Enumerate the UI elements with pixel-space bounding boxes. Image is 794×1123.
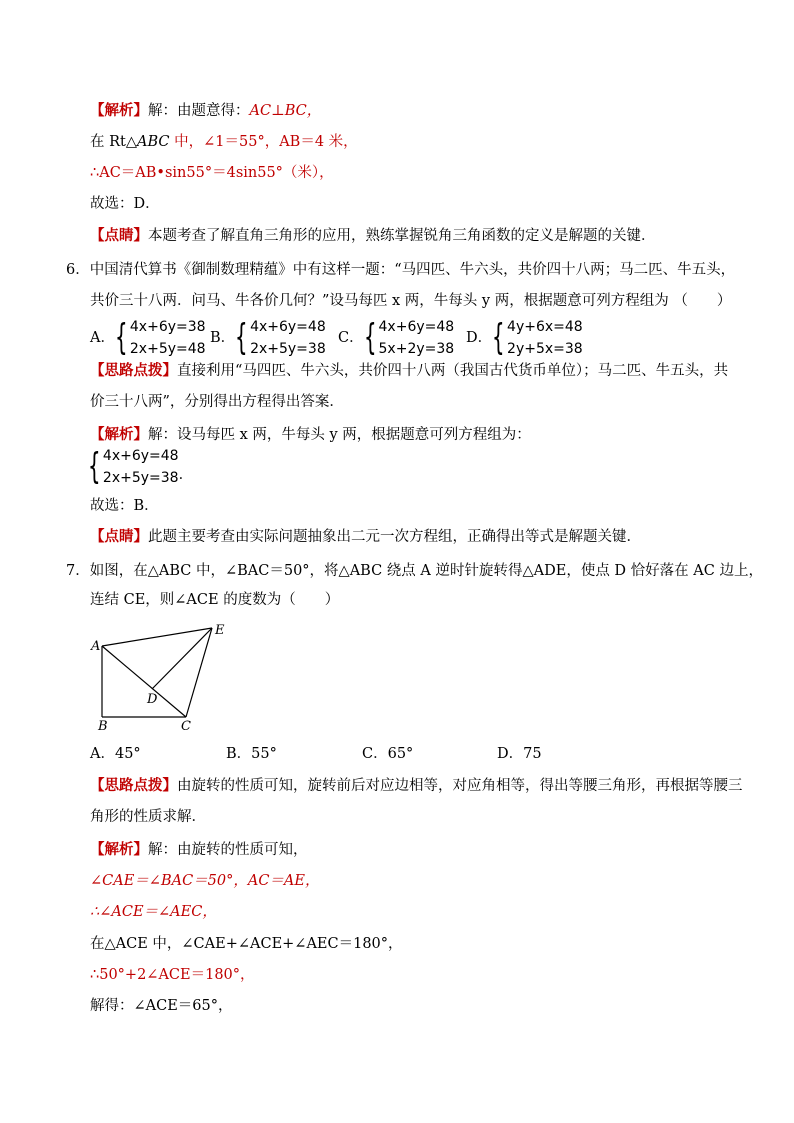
- point-label-b: B: [98, 719, 108, 734]
- comment-tag: 【点睛】: [90, 528, 148, 545]
- brace-icon: {: [492, 317, 505, 358]
- math-text: 中，∠1＝55°，: [169, 134, 280, 150]
- option-label: B．: [210, 330, 236, 346]
- option-label: C．: [338, 330, 364, 346]
- q6-stem-line: 共价三十八两．问马、牛各价几何？”设马每匹 x 两，牛每头 y 两，根据题意可列方程组为 （ ）: [90, 293, 732, 309]
- question-number: 6．: [66, 262, 90, 278]
- q7-analysis: [90, 840, 308, 860]
- q7-option-b[interactable]: B．55°: [226, 746, 277, 762]
- math-text: AC⊥BC，: [249, 103, 322, 119]
- segment-ac: [102, 646, 186, 717]
- equation: 2x+5y=38: [102, 470, 179, 486]
- equation: 4x+6y=48: [250, 319, 326, 335]
- equation: 5x+2y=38: [378, 341, 455, 357]
- equation: 4y+6x=48: [507, 319, 583, 335]
- q5-choice: 故选：D．: [90, 196, 160, 212]
- text: ．: [178, 466, 194, 483]
- q7-stem-line: 连结 CE，则∠ACE 的度数为（ ）: [90, 592, 340, 608]
- q6-hint-line: 价三十八两”，分别得出方程得出答案．: [90, 394, 344, 410]
- q5-analysis-line: [90, 101, 321, 121]
- comment-tag: 【点睛】: [90, 227, 148, 244]
- text: 解：由旋转的性质可知，: [148, 842, 308, 858]
- equation: 2y+5x=38: [507, 341, 583, 357]
- q6-choice: 故选：B．: [90, 498, 159, 514]
- text: 中国清代算书《御制数理精蕴》中有这样一题：“马四匹、牛六头，共价四十八两；马二匹、牛五头，: [89, 262, 736, 278]
- brace-icon: {: [114, 317, 128, 358]
- q5-comment: [90, 226, 656, 246]
- text: 由旋转的性质可知，旋转前后对应边相等，对应角相等，得出等腰三角形，再根据等腰三: [177, 778, 743, 794]
- analysis-tag: 【解析】: [90, 841, 148, 858]
- option-label: A．: [90, 330, 115, 346]
- q7-step: ∴∠ACE＝∠AEC，: [90, 904, 217, 920]
- text: 解：由题意得：: [148, 103, 250, 119]
- equation: 4x+6y=48: [102, 448, 179, 464]
- q6-option-a[interactable]: [90, 316, 206, 360]
- math-text: ABC: [137, 134, 170, 150]
- hint-tag: 【思路点拨】: [90, 362, 177, 379]
- q7-stem-line: [66, 561, 763, 581]
- brace-icon: {: [363, 317, 377, 358]
- point-label-c: C: [181, 719, 191, 734]
- q6-hint: [90, 361, 728, 381]
- q7-step: 在△ACE 中，∠CAE+∠ACE+∠AEC＝180°，: [90, 936, 403, 952]
- equation: 4x+6y=48: [378, 319, 455, 335]
- segment-ae: [102, 628, 212, 646]
- q7-step: ∴50°+2∠ACE＝180°，: [90, 967, 255, 983]
- option-label: D．: [466, 330, 493, 346]
- q5-analysis-line: ∴AC＝AB•sin55°＝4sin55°（米），: [90, 165, 334, 181]
- analysis-tag: 【解析】: [90, 426, 148, 443]
- text: 直接利用“马四匹、牛六头，共价四十八两（我国古代货币单位）；马二匹、牛五头，共: [177, 363, 729, 379]
- equation: 2x+5y=38: [250, 341, 326, 357]
- point-label-d: D: [147, 692, 158, 707]
- text: 解：设马每匹 x 两，牛每头 y 两，根据题意可列方程组为：: [148, 427, 531, 443]
- q6-option-c[interactable]: [338, 316, 454, 360]
- question-number: 7．: [66, 563, 90, 579]
- q7-hint-line: 角形的性质求解．: [90, 809, 206, 825]
- text: 如图，在△ABC 中，∠BAC＝50°，将△ABC 绕点 A 逆时针旋转得△ADE，使点 D 恰好落在 AC 边上，: [89, 563, 763, 579]
- equation: 2x+5y=48: [129, 341, 206, 357]
- point-label-e: E: [215, 623, 225, 638]
- q7-geometry-figure: [88, 620, 268, 740]
- equation: 4x+6y=38: [129, 319, 206, 335]
- q7-option-d[interactable]: D．75: [497, 746, 542, 762]
- text: 本题考查了解直角三角形的应用，熟练掌握锐角三角函数的定义是解题的关键．: [148, 228, 656, 244]
- q6-option-d[interactable]: [466, 316, 583, 360]
- q7-step: 解得：∠ACE＝65°，: [90, 998, 233, 1014]
- q6-option-b[interactable]: [210, 316, 326, 360]
- analysis-tag: 【解析】: [90, 102, 148, 119]
- text: 此题主要考查由实际问题抽象出二元一次方程组，正确得出等式是解题关键．: [148, 529, 641, 545]
- q7-step: ∠CAE＝∠BAC＝50°，AC＝AE，: [90, 873, 320, 889]
- math-text: AB＝4 米，: [279, 134, 358, 150]
- brace-icon: {: [88, 446, 101, 487]
- q6-comment: [90, 527, 641, 547]
- hint-tag: 【思路点拨】: [90, 777, 177, 794]
- q7-option-c[interactable]: C．65°: [362, 746, 414, 762]
- text: 在 Rt△: [90, 134, 138, 150]
- q6-analysis: [90, 425, 531, 445]
- q6-answer-system: [88, 445, 193, 489]
- q6-stem-line: [66, 260, 735, 280]
- point-label-a: A: [91, 639, 101, 654]
- q7-option-a[interactable]: A．45°: [90, 746, 141, 762]
- brace-icon: {: [235, 317, 248, 358]
- q7-hint: [90, 776, 743, 796]
- q5-analysis-line: [90, 132, 358, 152]
